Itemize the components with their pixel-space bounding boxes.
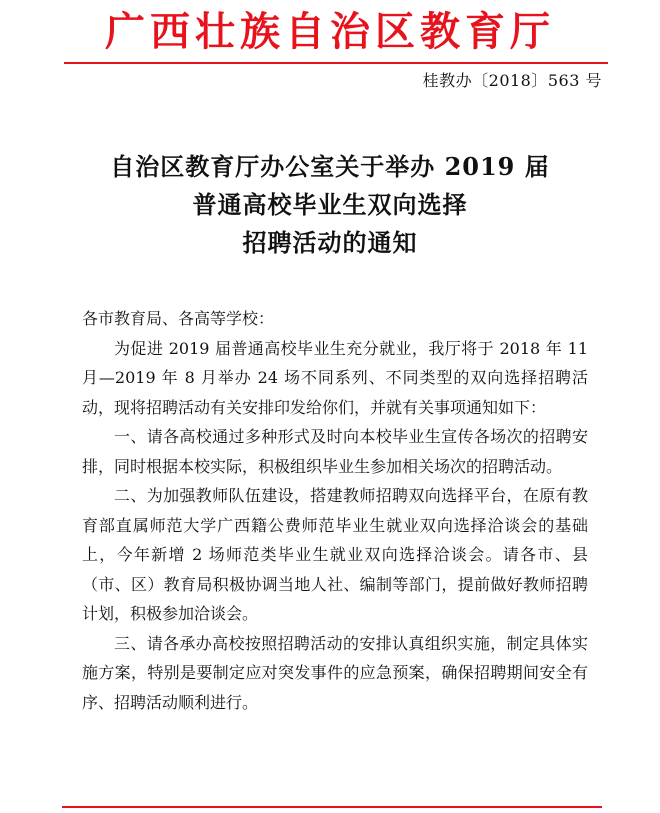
issuing-authority-header: 广西壮族自治区教育厅: [105, 8, 555, 55]
header-red-divider: [64, 62, 608, 64]
body-paragraph-item-2: 二、为加强教师队伍建设，搭建教师招聘双向选择平台，在原有教育部直属师范大学广西籍公费师范毕业生就业双向选择洽谈会的基础上，今年新增 2 场师范类毕业生就业双向选择洽谈会。请各市、县（市、区）教育局积极协调当地人社、编制等部门，提前做好教师招聘计划，积极参加洽谈会。: [82, 486, 588, 623]
title-line-3: 招聘活动的通知: [242, 228, 418, 257]
body-paragraph-item-3: 三、请各承办高校按照招聘活动的安排认真组织实施，制定具体实施方案，特别是要制定应对突发事件的应急预案，确保招聘期间安全有序、招聘活动顺利进行。: [82, 633, 588, 712]
body-paragraph-item-1: 一、请各高校通过多种形式及时向本校毕业生宣传各场次的招聘安排，同时根据本校实际，积极组织毕业生参加相关场次的招聘活动。: [82, 427, 588, 476]
document-number: 桂教办〔2018〕563 号: [422, 71, 602, 90]
title-line-2: 普通高校毕业生双向选择: [192, 190, 468, 219]
body-paragraph-intro: 为促进 2019 届普通高校毕业生充分就业，我厅将于 2018 年 11 月—2019 年 8 月举办 24 场不同系列、不同类型的双向选择招聘活动，现将招聘活动有关安排印发给你们，并就有关事项通知如下：: [82, 338, 588, 417]
title-line-1: 自治区教育厅办公室关于举办 2019 届: [110, 152, 550, 181]
notice-body: [82, 304, 588, 717]
notice-title: [0, 148, 660, 262]
footer-red-divider: [62, 806, 602, 808]
salutation: 各市教育局、各高等学校：: [82, 309, 275, 328]
